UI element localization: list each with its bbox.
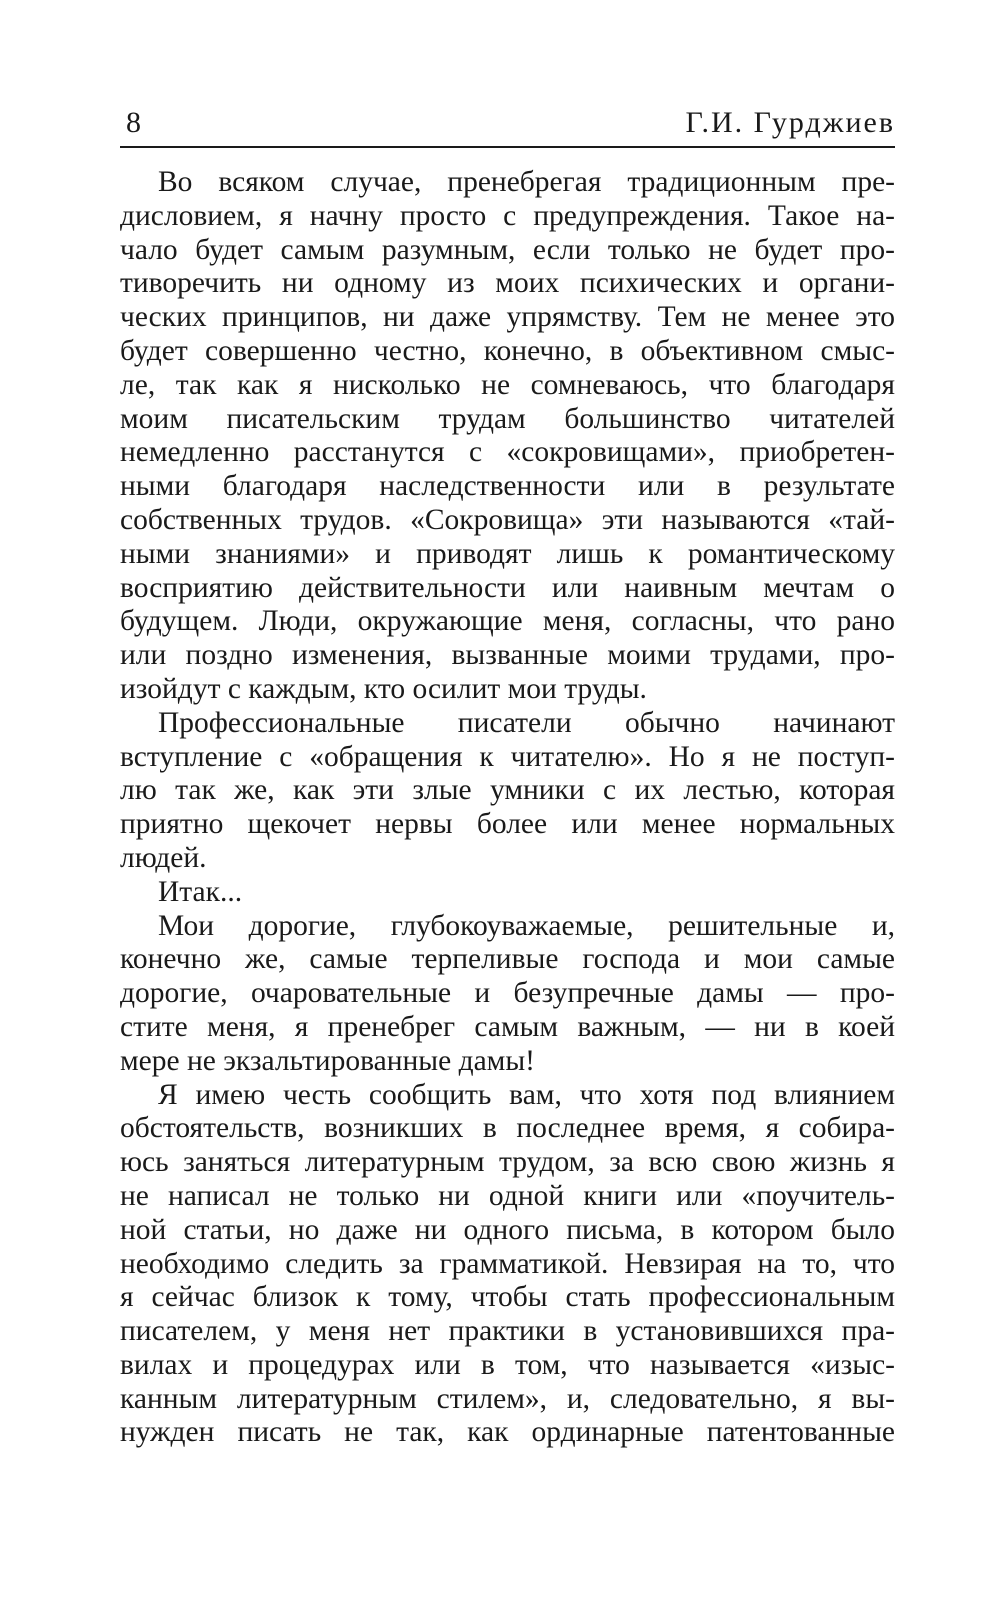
header-rule	[120, 146, 895, 148]
text-line: восприятию действительности или наивным мечтам о	[120, 571, 895, 604]
text-line: ческих принципов, ни даже упрямству. Тем не менее это	[120, 301, 895, 334]
text-line: или поздно изменения, вызванные моими трудами, про-	[120, 639, 895, 672]
text-line: лю так же, как эти злые умники с их лестью, которая	[120, 774, 895, 807]
text-line: изойдут с каждым, кто осилит мои труды.	[120, 672, 647, 705]
running-title: Г.И. Гурджиев	[685, 106, 895, 139]
text-line: ной статьи, но даже ни одного письма, в котором было	[120, 1213, 895, 1246]
text-line: стите меня, я пренебрег самым важным, — ни в коей	[120, 1010, 895, 1043]
text-line: будущем. Люди, окружающие меня, согласны, что рано	[120, 605, 895, 638]
text-line: Итак...	[158, 875, 243, 908]
text-line: необходимо следить за грамматикой. Невзирая на то, что	[120, 1247, 895, 1280]
page-header	[120, 100, 895, 144]
text-line: канным литературным стилем», и, следовательно, я вы-	[120, 1382, 895, 1415]
text-line: чало будет самым разумным, если только не будет про-	[120, 233, 895, 266]
text-line: Профессиональные писатели обычно начинают	[158, 706, 895, 739]
text-line: ле, так как я нисколько не сомневаюсь, что благодаря	[120, 368, 895, 401]
text-line: Мои дорогие, глубокоуважаемые, решительные и,	[158, 909, 895, 942]
text-line: моим писательским трудам большинство читателей	[120, 402, 895, 435]
body-text	[120, 166, 895, 1450]
text-line: не написал не только ни одной книги или «поучитель-	[120, 1179, 895, 1212]
text-line: дорогие, очаровательные и безупречные дамы — про-	[120, 977, 895, 1010]
text-line: юсь заняться литературным трудом, за всю свою жизнь я	[120, 1146, 895, 1179]
page-number: 8	[126, 106, 142, 139]
text-line: дисловием, я начну просто с предупреждения. Такое на-	[120, 199, 895, 232]
text-line: Я имею честь сообщить вам, что хотя под влиянием	[158, 1078, 895, 1111]
text-line: конечно же, самые терпеливые господа и мои самые	[120, 943, 895, 976]
text-line: людей.	[120, 841, 207, 874]
text-line: будет совершенно честно, конечно, в объективном смыс-	[120, 334, 895, 367]
text-line: я сейчас близок к тому, чтобы стать профессиональным	[120, 1281, 895, 1314]
text-line: Во всяком случае, пренебрегая традиционным пре-	[158, 166, 895, 198]
text-line: обстоятельств, возникших в последнее время, я собира-	[120, 1112, 895, 1145]
text-line: тиворечить ни одному из моих психических и органи-	[120, 267, 895, 300]
text-line: нужден писать не так, как ординарные патентованные	[120, 1416, 895, 1449]
text-line: собственных трудов. «Сокровища» эти называются «тай-	[120, 503, 895, 536]
text-line: приятно щекочет нервы более или менее нормальных	[120, 808, 895, 841]
text-line: ными благодаря наследственности или в результате	[120, 470, 895, 503]
text-line: вступление с «обращения к читателю». Но я не поступ-	[120, 740, 895, 773]
text-line: вилах и процедурах или в том, что называется «изыс-	[120, 1348, 895, 1381]
text-line: писателем, у меня нет практики в установившихся пра-	[120, 1315, 895, 1348]
text-line: немедленно расстанутся с «сокровищами», приобретен-	[120, 436, 895, 469]
text-line: мере не экзальтированные дамы!	[120, 1044, 535, 1077]
text-line: ными знаниями» и приводят лишь к романтическому	[120, 537, 895, 570]
